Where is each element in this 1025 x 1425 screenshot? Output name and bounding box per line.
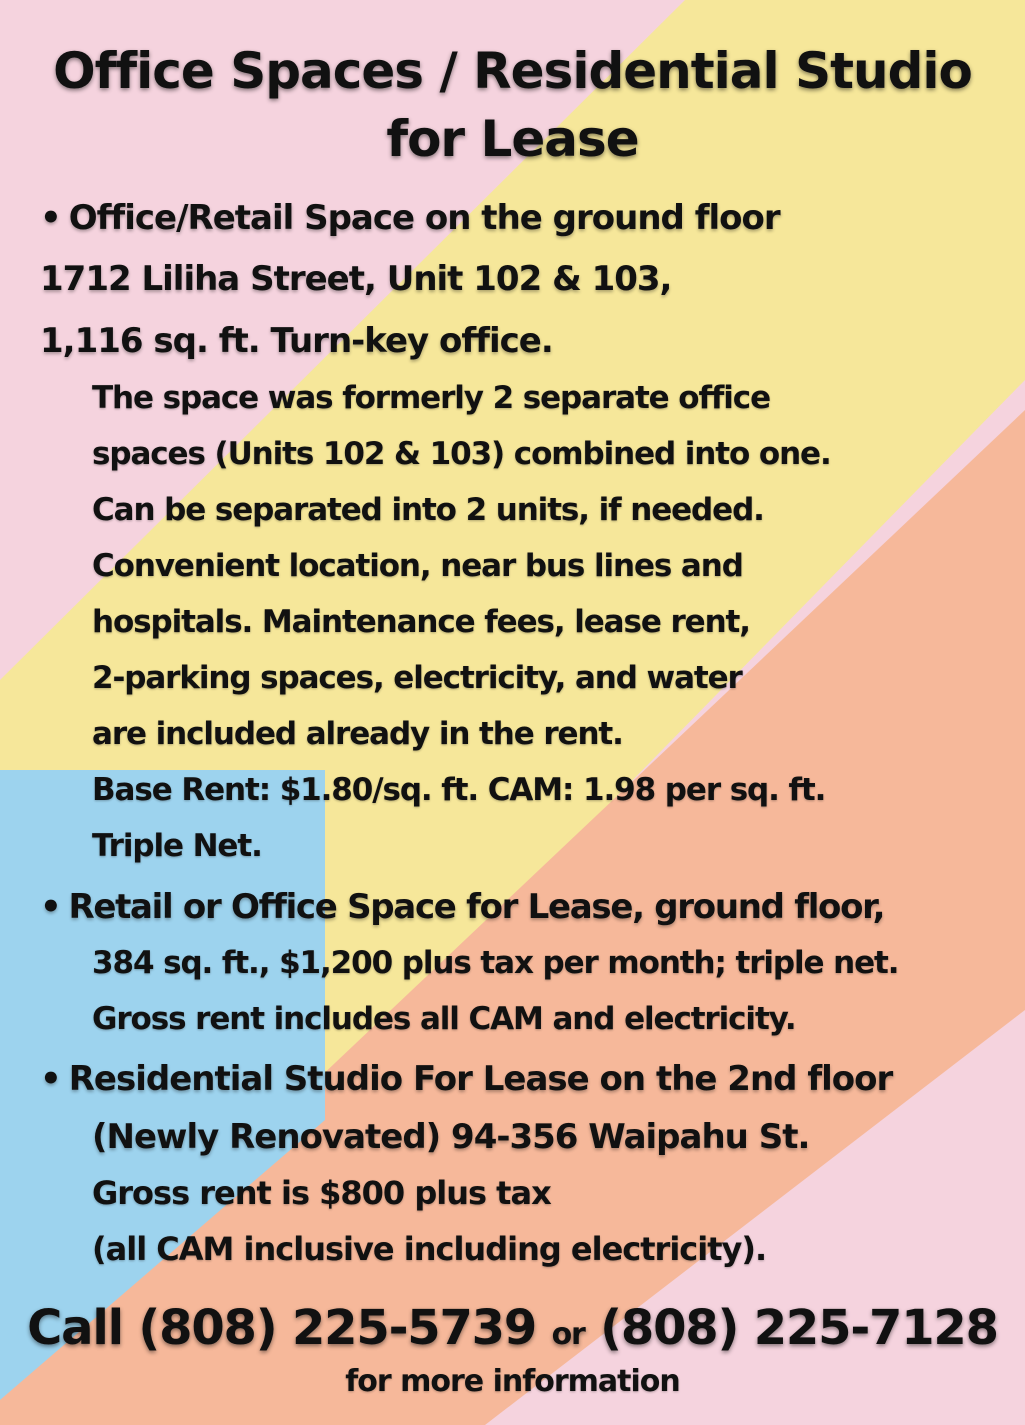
listing-1-detail-line: Can be separated into 2 units, if needed. (92, 492, 764, 528)
bullet-icon: • (40, 887, 61, 927)
listing-1-heading (40, 198, 780, 238)
listing-1-detail-line: hospitals. Maintenance fees, lease rent, (92, 604, 750, 640)
listing-2-heading (40, 887, 884, 927)
listing-1-detail-line: Convenient location, near bus lines and (92, 548, 743, 584)
listing-3-detail-line: Gross rent is $800 plus tax (92, 1174, 551, 1212)
listing-1-detail-line: 2-parking spaces, electricity, and water (92, 660, 742, 696)
phone-number-2[interactable]: (808) 225-7128 (600, 1300, 998, 1356)
listing-1-rent-line: Base Rent: $1.80/sq. ft. CAM: 1.98 per sq. ft. (92, 772, 826, 808)
call-label: Call (27, 1300, 123, 1356)
bullet-icon: • (40, 1059, 61, 1099)
listing-2-heading-text: Retail or Office Space for Lease, ground floor, (68, 887, 885, 927)
listing-3-location: (Newly Renovated) 94-356 Waipahu St. (92, 1117, 810, 1157)
listing-1-size: 1,116 sq. ft. Turn-key office. (40, 321, 553, 361)
listing-1-detail-line: spaces (Units 102 & 103) combined into one. (92, 436, 831, 472)
call-to-action (0, 1300, 1025, 1356)
listing-3-detail-line: (all CAM inclusive including electricity). (92, 1230, 767, 1268)
listing-1-heading-text: Office/Retail Space on the ground floor (68, 198, 780, 238)
listing-1-address: 1712 Liliha Street, Unit 102 & 103, (40, 259, 672, 299)
listing-1-lease-type: Triple Net. (92, 828, 262, 864)
headline-line-2: for Lease (386, 110, 639, 168)
listing-1-detail-line: are included already in the rent. (92, 716, 623, 752)
bullet-icon: • (40, 198, 61, 238)
listing-2-detail-line: Gross rent includes all CAM and electricity. (92, 1001, 796, 1037)
or-separator: or (551, 1317, 585, 1352)
listing-3-heading-text: Residential Studio For Lease on the 2nd floor (68, 1059, 893, 1099)
more-information-text: for more information (345, 1364, 680, 1399)
headline-line-1: Office Spaces / Residential Studio (53, 42, 972, 100)
listing-3-heading (40, 1059, 892, 1099)
listing-2-detail-line: 384 sq. ft., $1,200 plus tax per month; triple net. (92, 945, 899, 981)
phone-number-1[interactable]: (808) 225-5739 (138, 1300, 537, 1356)
listing-1-detail-line: The space was formerly 2 separate office (92, 380, 770, 416)
